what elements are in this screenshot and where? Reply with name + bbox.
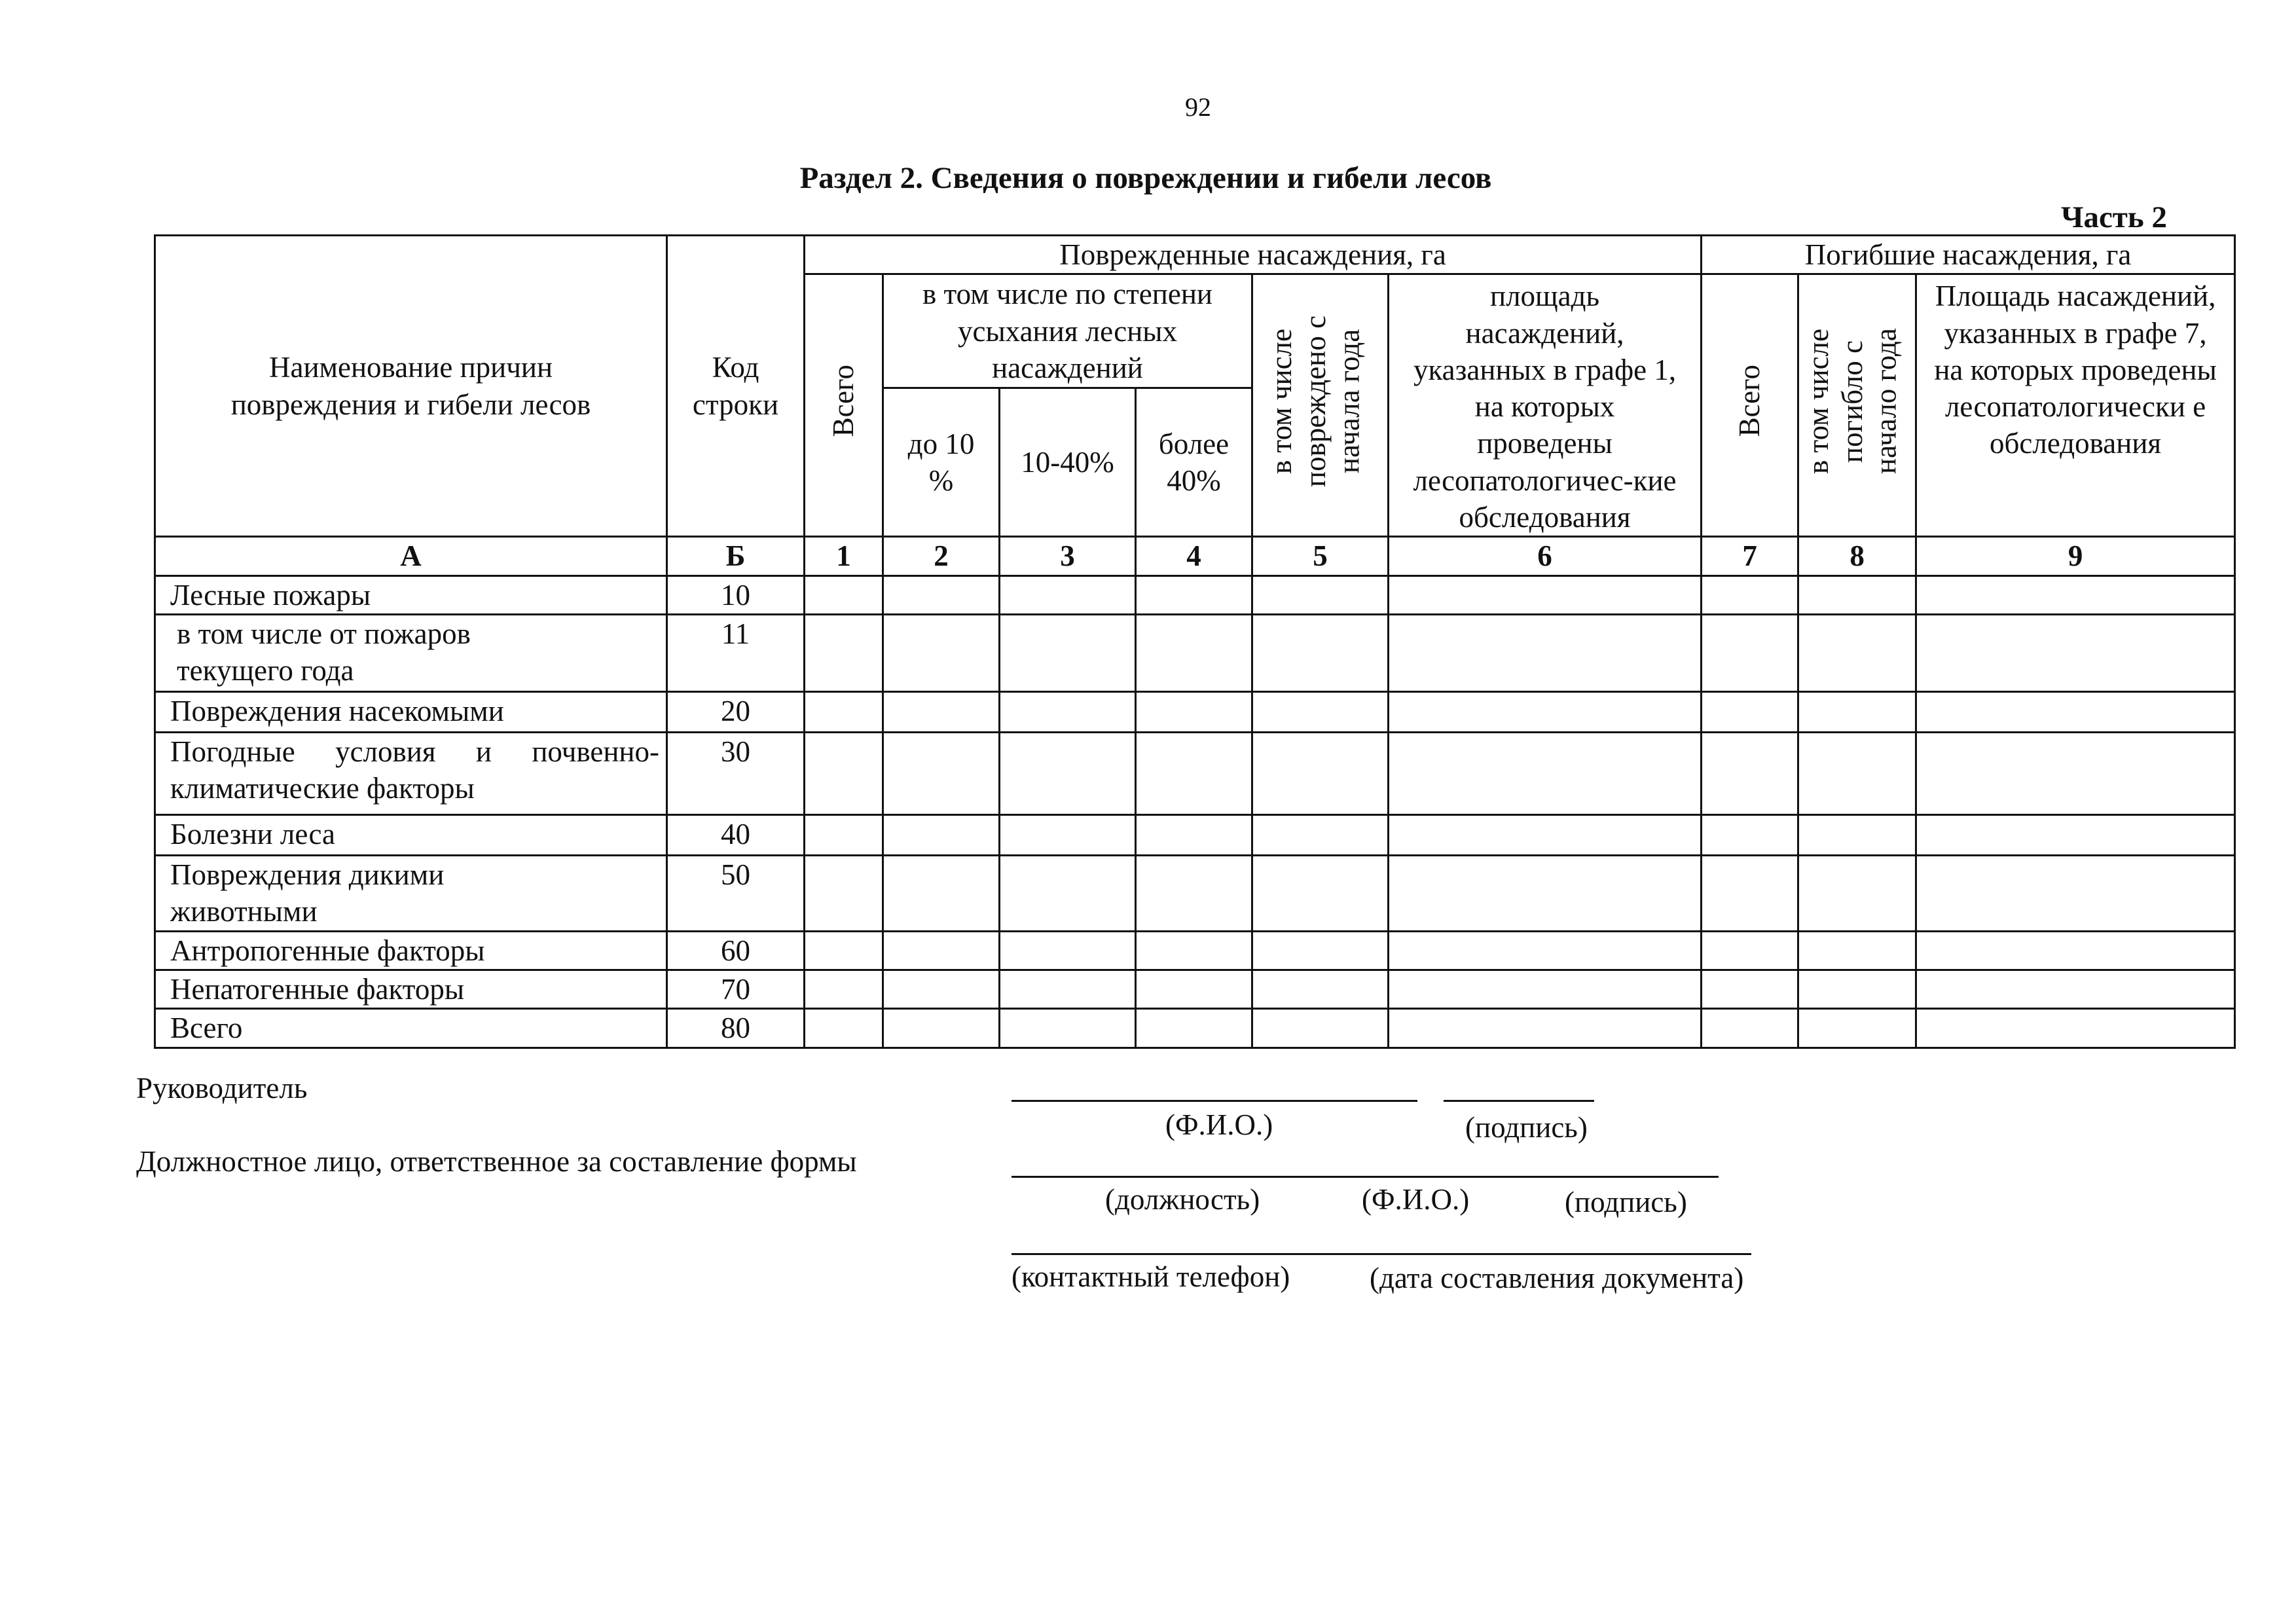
row-name-text: в том числе от пожаров текущего года xyxy=(177,617,471,687)
row-code: 80 xyxy=(667,1009,805,1048)
row-code: 20 xyxy=(667,691,805,732)
header-row-groups xyxy=(155,236,2235,274)
row-code: 11 xyxy=(667,614,805,691)
responsible-label: Должностное лицо, ответственное за составление формы xyxy=(136,1145,857,1178)
header-damaged-total: Всего xyxy=(826,365,860,437)
colnum-b: Б xyxy=(667,537,805,575)
cell-input[interactable] xyxy=(1252,814,1389,855)
damage-table xyxy=(154,234,2236,1049)
header-degree-10-40: 10-40% xyxy=(1000,388,1136,537)
colnum-1: 1 xyxy=(805,537,883,575)
cell-input[interactable] xyxy=(1389,1009,1702,1048)
cell-input[interactable] xyxy=(1798,732,1916,814)
cell-input[interactable] xyxy=(1798,931,1916,970)
colnum-8: 8 xyxy=(1798,537,1916,575)
cell-input[interactable] xyxy=(805,1009,883,1048)
cell-input[interactable] xyxy=(805,814,883,855)
cell-input[interactable] xyxy=(1252,575,1389,614)
position-caption: (должность) xyxy=(1105,1183,1260,1216)
cell-input[interactable] xyxy=(883,814,1000,855)
cell-input[interactable] xyxy=(1798,814,1916,855)
cell-input[interactable] xyxy=(1252,931,1389,970)
cell-input[interactable] xyxy=(1798,970,1916,1009)
cell-input[interactable] xyxy=(1389,855,1702,931)
table-row xyxy=(155,575,2235,614)
cell-input[interactable] xyxy=(1252,614,1389,691)
header-degree-over-40: более 40% xyxy=(1136,388,1252,537)
cell-input[interactable] xyxy=(1136,614,1252,691)
column-number-row xyxy=(155,537,2235,575)
cell-input[interactable] xyxy=(1252,732,1389,814)
cell-input[interactable] xyxy=(1136,931,1252,970)
cell-input[interactable] xyxy=(805,970,883,1009)
header-damaged-by-degree: в том числе по степени усыхания лесных насаждений xyxy=(883,274,1252,388)
cell-input[interactable] xyxy=(805,732,883,814)
table-row xyxy=(155,931,2235,970)
colnum-2: 2 xyxy=(883,537,1000,575)
cell-input[interactable] xyxy=(1389,575,1702,614)
cell-input[interactable] xyxy=(805,614,883,691)
cell-input[interactable] xyxy=(1702,1009,1798,1048)
table-row xyxy=(155,855,2235,931)
cell-input[interactable] xyxy=(1702,732,1798,814)
cell-input[interactable] xyxy=(1389,614,1702,691)
cell-input[interactable] xyxy=(1252,970,1389,1009)
cell-input[interactable] xyxy=(1136,855,1252,931)
cell-input[interactable] xyxy=(1136,732,1252,814)
row-code: 10 xyxy=(667,575,805,614)
cell-input[interactable] xyxy=(1000,855,1136,931)
responsible-line[interactable] xyxy=(1011,1176,1719,1178)
cell-input[interactable] xyxy=(1000,732,1136,814)
cell-input[interactable] xyxy=(1916,691,2235,732)
cell-input[interactable] xyxy=(1000,614,1136,691)
cell-input[interactable] xyxy=(1252,1009,1389,1048)
contact-line[interactable] xyxy=(1011,1253,1751,1255)
responsible-fio-caption: (Ф.И.О.) xyxy=(1362,1183,1470,1216)
header-dead-group: Погибшие насаждения, га xyxy=(1702,236,2235,274)
cell-input[interactable] xyxy=(1798,855,1916,931)
header-row-code: Код строки xyxy=(667,236,805,537)
header-damaged-since-year-start: в том числе повреждено с начала года xyxy=(1264,315,1365,487)
head-fio-line[interactable] xyxy=(1011,1100,1417,1102)
cell-input[interactable] xyxy=(883,691,1000,732)
cell-input[interactable] xyxy=(883,855,1000,931)
cell-input[interactable] xyxy=(1389,931,1702,970)
table-row xyxy=(155,970,2235,1009)
header-cause-name: Наименование причин повреждения и гибели лесов xyxy=(155,236,667,537)
cell-input[interactable] xyxy=(1916,970,2235,1009)
cell-input[interactable] xyxy=(1136,970,1252,1009)
row-name-text: Погодные условия и почвенно-климатические факторы xyxy=(170,735,659,805)
cell-input[interactable] xyxy=(1136,1009,1252,1048)
cell-input[interactable] xyxy=(883,614,1000,691)
cell-input[interactable] xyxy=(1916,614,2235,691)
cell-input[interactable] xyxy=(805,931,883,970)
table-row xyxy=(155,814,2235,855)
cell-input[interactable] xyxy=(1136,691,1252,732)
cell-input[interactable] xyxy=(1389,970,1702,1009)
cell-input[interactable] xyxy=(1798,614,1916,691)
colnum-9: 9 xyxy=(1916,537,2235,575)
cell-input[interactable] xyxy=(1000,691,1136,732)
row-name: Болезни леса xyxy=(155,814,667,855)
header-damaged-surveyed-area: площадь насаждений, указанных в графе 1, на которых проведены лесопатологичес-кие обследования xyxy=(1389,274,1702,537)
table-row xyxy=(155,1009,2235,1048)
cell-input[interactable] xyxy=(1702,614,1798,691)
colnum-6: 6 xyxy=(1389,537,1702,575)
cell-input[interactable] xyxy=(1252,855,1389,931)
cell-input[interactable] xyxy=(1389,691,1702,732)
cell-input[interactable] xyxy=(1916,575,2235,614)
row-name-text: Повреждения дикими животными xyxy=(170,858,445,928)
cell-input[interactable] xyxy=(1000,931,1136,970)
cell-input[interactable] xyxy=(1389,732,1702,814)
section-title: Раздел 2. Сведения о повреждении и гибели лесов xyxy=(799,161,1492,195)
row-name: Непатогенные факторы xyxy=(155,970,667,1009)
cell-input[interactable] xyxy=(1916,814,2235,855)
header-damaged-since-year-start-cell xyxy=(1252,274,1389,537)
part-label: Часть 2 xyxy=(2060,200,2167,234)
header-damaged-total-cell xyxy=(805,274,883,537)
cell-input[interactable] xyxy=(1000,575,1136,614)
cell-input[interactable] xyxy=(805,575,883,614)
header-dead-total-cell xyxy=(1702,274,1798,537)
colnum-a: А xyxy=(155,537,667,575)
colnum-5: 5 xyxy=(1252,537,1389,575)
cell-input[interactable] xyxy=(1136,575,1252,614)
cell-input[interactable] xyxy=(1916,1009,2235,1048)
cell-input[interactable] xyxy=(1702,931,1798,970)
header-degree-up-to-10: до 10 % xyxy=(883,388,1000,537)
colnum-7: 7 xyxy=(1702,537,1798,575)
cell-input[interactable] xyxy=(1798,1009,1916,1048)
head-signature-line[interactable] xyxy=(1444,1100,1594,1102)
head-signature-caption: (подпись) xyxy=(1465,1111,1588,1144)
cell-input[interactable] xyxy=(1702,814,1798,855)
header-dead-since-year-start-cell xyxy=(1798,274,1916,537)
cell-input[interactable] xyxy=(1702,970,1798,1009)
cell-input[interactable] xyxy=(1000,1009,1136,1048)
row-name: Всего xyxy=(155,1009,667,1048)
row-name: Лесные пожары xyxy=(155,575,667,614)
cell-input[interactable] xyxy=(1389,814,1702,855)
cell-input[interactable] xyxy=(805,691,883,732)
head-label: Руководитель xyxy=(136,1072,308,1104)
cell-input[interactable] xyxy=(1798,575,1916,614)
cell-input[interactable] xyxy=(1702,575,1798,614)
colnum-4: 4 xyxy=(1136,537,1252,575)
row-name xyxy=(155,732,667,814)
row-code: 30 xyxy=(667,732,805,814)
head-fio-caption: (Ф.И.О.) xyxy=(1165,1108,1273,1141)
date-caption: (дата составления документа) xyxy=(1370,1262,1744,1294)
header-dead-total: Всего xyxy=(1732,365,1766,437)
cell-input[interactable] xyxy=(1702,855,1798,931)
row-name xyxy=(155,855,667,931)
cell-input[interactable] xyxy=(883,970,1000,1009)
cell-input[interactable] xyxy=(1252,691,1389,732)
cell-input[interactable] xyxy=(1000,814,1136,855)
table-row xyxy=(155,614,2235,691)
cell-input[interactable] xyxy=(1916,931,2235,970)
cell-input[interactable] xyxy=(883,1009,1000,1048)
cell-input[interactable] xyxy=(1916,855,2235,931)
row-code: 40 xyxy=(667,814,805,855)
cell-input[interactable] xyxy=(1136,814,1252,855)
cell-input[interactable] xyxy=(883,575,1000,614)
table-row xyxy=(155,732,2235,814)
header-damaged-group: Поврежденные насаждения, га xyxy=(805,236,1702,274)
cell-input[interactable] xyxy=(1916,732,2235,814)
colnum-3: 3 xyxy=(1000,537,1136,575)
row-code: 70 xyxy=(667,970,805,1009)
table-row xyxy=(155,691,2235,732)
cell-input[interactable] xyxy=(805,855,883,931)
row-code: 60 xyxy=(667,931,805,970)
responsible-signature-caption: (подпись) xyxy=(1565,1186,1687,1218)
phone-caption: (контактный телефон) xyxy=(1011,1260,1290,1293)
page-number: 92 xyxy=(1185,92,1211,122)
row-name xyxy=(155,614,667,691)
header-dead-since-year-start: в том числе погибло с начало года xyxy=(1801,328,1903,475)
cell-input[interactable] xyxy=(883,931,1000,970)
row-name: Повреждения насекомыми xyxy=(155,691,667,732)
row-code: 50 xyxy=(667,855,805,931)
cell-input[interactable] xyxy=(1798,691,1916,732)
cell-input[interactable] xyxy=(1000,970,1136,1009)
cell-input[interactable] xyxy=(1702,691,1798,732)
cell-input[interactable] xyxy=(883,732,1000,814)
row-name: Антропогенные факторы xyxy=(155,931,667,970)
header-dead-surveyed-area: Площадь насаждений, указанных в графе 7, на которых проведены лесопатологически е обследования xyxy=(1916,274,2235,537)
